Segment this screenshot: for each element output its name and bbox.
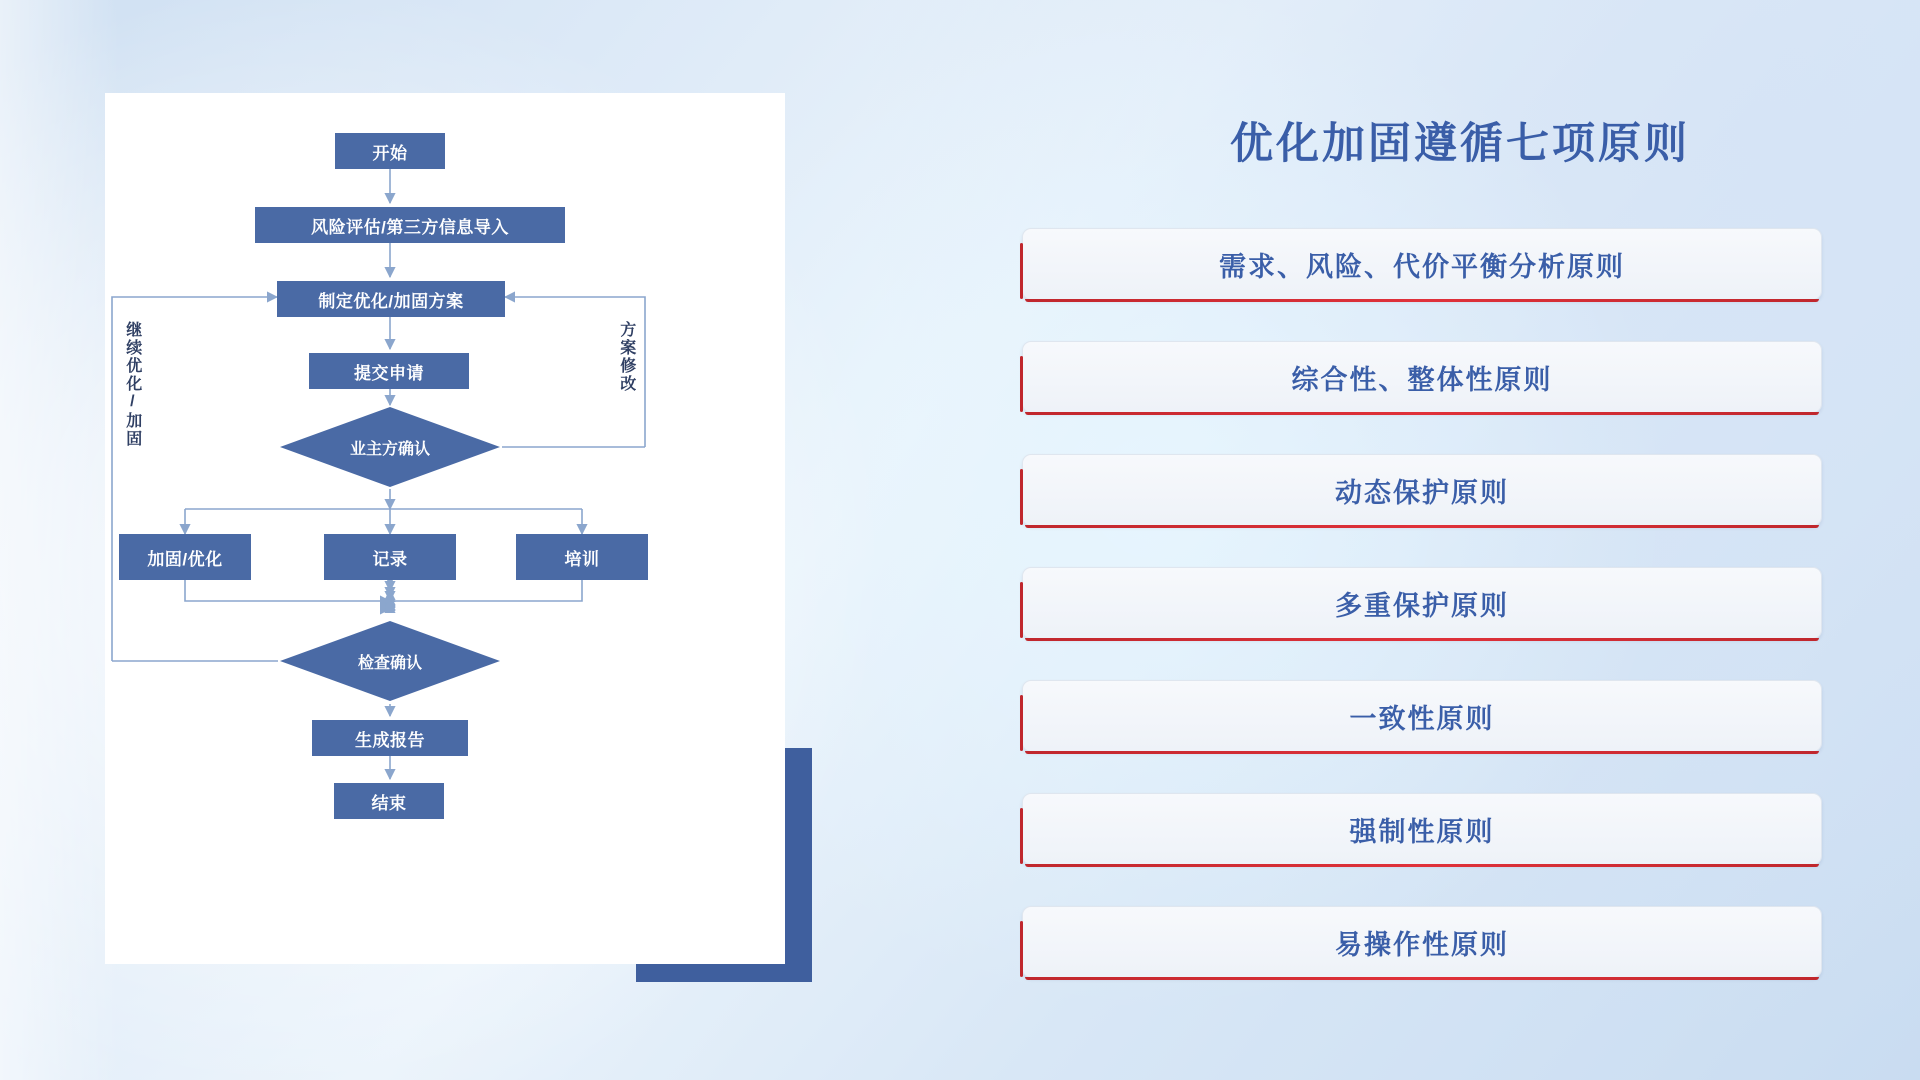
- principle-label: 需求、风险、代价平衡分析原则: [1219, 251, 1625, 282]
- principle-label: 一致性原则: [1349, 703, 1495, 734]
- principle-item-6[interactable]: [1022, 793, 1822, 865]
- node-check-confirm[interactable]: [278, 619, 502, 703]
- node-record[interactable]: 记录: [324, 534, 456, 580]
- edge-label-right: 方案修改: [617, 321, 635, 393]
- section-title: 优化加固遵循七项原则: [1230, 120, 1690, 168]
- principle-label: 强制性原则: [1349, 816, 1495, 847]
- flowchart-card: [105, 93, 785, 964]
- principle-label: 多重保护原则: [1335, 590, 1509, 621]
- node-plan[interactable]: 制定优化/加固方案: [277, 281, 505, 317]
- principle-item-2[interactable]: [1022, 341, 1822, 413]
- node-reinforce[interactable]: 加固/优化: [119, 534, 251, 580]
- principle-item-4[interactable]: [1022, 567, 1822, 639]
- node-generate-report[interactable]: 生成报告: [312, 720, 468, 756]
- principle-item-7[interactable]: [1022, 906, 1822, 978]
- principle-item-3[interactable]: [1022, 454, 1822, 526]
- node-submit-application[interactable]: 提交申请: [309, 353, 469, 389]
- node-end[interactable]: 结束: [334, 783, 444, 819]
- node-risk-assessment[interactable]: 风险评估/第三方信息导入: [255, 207, 565, 243]
- principles-list: [1022, 228, 1822, 1019]
- node-train[interactable]: 培训: [516, 534, 648, 580]
- edge-label-left: 继续优化/加固: [123, 321, 141, 448]
- node-owner-confirm-label: 业主方确认: [349, 440, 430, 458]
- node-start[interactable]: 开始: [335, 133, 445, 169]
- flowchart: [105, 93, 785, 964]
- principle-label: 综合性、整体性原则: [1291, 364, 1553, 395]
- principle-label: 动态保护原则: [1335, 477, 1509, 508]
- node-owner-confirm[interactable]: [278, 405, 502, 489]
- node-check-confirm-label: 检查确认: [357, 654, 422, 672]
- principle-item-1[interactable]: [1022, 228, 1822, 300]
- principle-item-5[interactable]: [1022, 680, 1822, 752]
- principle-label: 易操作性原则: [1335, 929, 1509, 960]
